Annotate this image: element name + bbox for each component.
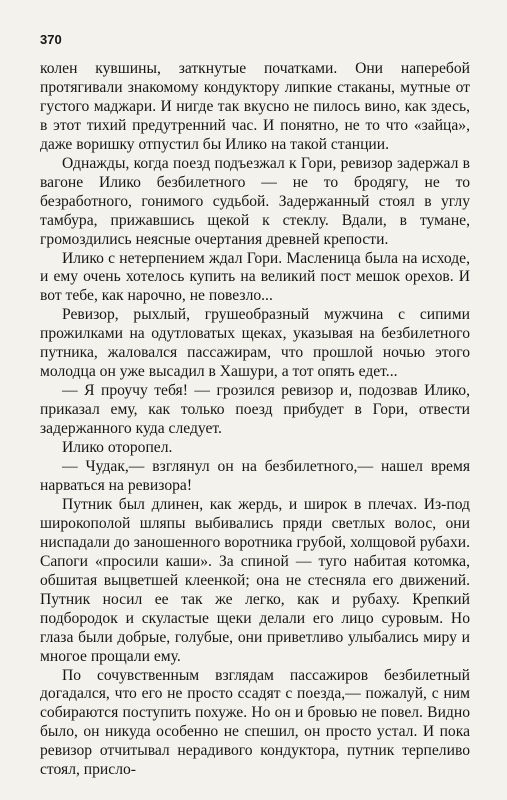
paragraph: колен кувшины, заткнутые початками. Они наперебой протягивали знакомому кондуктору липкие стаканы, мутные от густого маджари. И нигде так вкусно не пилось вино, как здесь, в этот тихий предутренний час. И понятно, не то что «зайца», даже воришку отпустил бы Илико на такой станции. (40, 60, 470, 153)
paragraph: — Чудак,— взглянул он на безбилетного,— нашел время нарваться на ревизора! (40, 458, 470, 494)
paragraph: Путник был длинен, как жердь, и широк в плечах. Из-под широкополой шляпы выбивались пряди светлых волос, они ниспадали до заношенного воротника грубой, холщовой рубахи. Сапоги «просили каши». За спиной — туго набитая котомка, обшитая выцветшей клеенкой; она не стесняла его движений. Путник носил ее так же легко, как и рубаху. Крепкий подбородок и скуластые щеки делали его лицо суровым. Но глаза были добрые, голубые, они приветливо улыбались миру и многое прощали ему. (40, 495, 470, 665)
paragraph: Ревизор, рыхлый, грушеобразный мужчина с сипими прожилками на одутловатых щеках, указывая на безбилетного путника, жаловался пассажирам, что прошлой ночью этого молодца он уже высадил в Хашури, а тот опять едет... (40, 306, 470, 381)
paragraph: По сочувственным взглядам пассажиров безбилетный догадался, что его не просто ссадят с поезда,— пожалуй, с ним собираются поступить похуже. Но он и бровью не повел. Видно было, он никуда особенно не спешил, он просто устал. И пока ревизор отчитывал нерадивого кондуктора, путник терпеливо стоял, присло- (40, 666, 470, 779)
paragraph: — Я проучу тебя! — грозился ревизор и, подозвав Илико, приказал ему, как только поезд прибудет в Гори, отвести задержанного куда следует. (40, 382, 470, 438)
paragraph: Илико с нетерпением ждал Гори. Масленица была на исходе, и ему очень хотелось купить на великий пост мешок орехов. И вот тебе, как нарочно, не повезло... (40, 249, 470, 305)
paragraph: Однажды, когда поезд подъезжал к Гори, ревизор задержал в вагоне Илико безбилетного — не то бродягу, не то безработного, гонимого судьбой. Задержанный стоял в углу тамбура, прижавшись щекой к стеклу. Вдали, в тумане, громоздились неясные очертания древней крепости. (40, 154, 470, 248)
paragraph: Илико оторопел. (62, 439, 173, 457)
page-number: 370 (40, 32, 62, 47)
body-text (40, 60, 470, 780)
